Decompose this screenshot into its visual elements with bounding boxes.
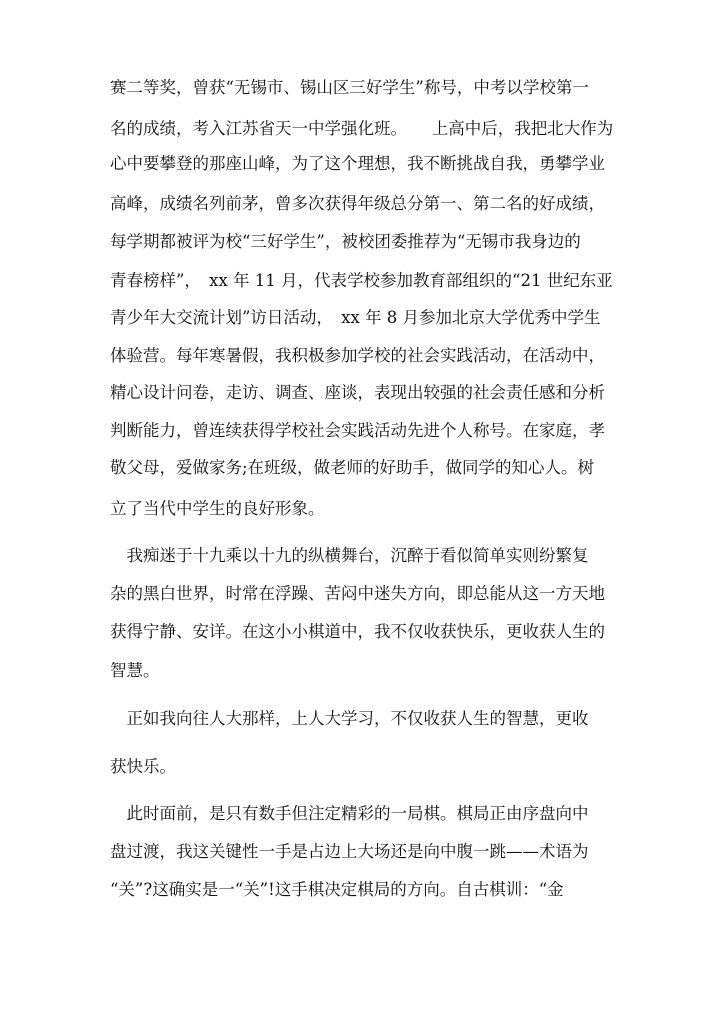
text-line: 青春榜样”， xx 年 11 月，代表学校参加教育部组织的“21 世纪东亚 [110,271,613,290]
text-line: 我痴迷于十九乘以十九的纵横舞台，沉醉于看似简单实则纷繁复 [110,546,589,565]
text-line: 每学期都被评为校“三好学生”，被校团委推荐为“无锡市我身边的 [110,232,581,251]
text-line: 立了当代中学生的良好形象。 [110,499,325,518]
text-line: 精心设计问卷，走访、调查、座谈，表现出较强的社会责任感和分析 [110,383,605,402]
text-line: 体验营。每年寒暑假，我积极参加学校的社会实践活动，在活动中， [110,346,605,365]
text-line: 获得宁静、安详。在这小小棋道中，我不仅收获快乐，更收获人生的 [110,622,605,641]
text-line: 敬父母，爱做家务;在班级，做老师的好助手，做同学的知心人。树 [110,458,595,477]
text-line: 名的成绩，考入江苏省天一中学强化班。 上高中后，我把北大作为 [110,119,614,138]
text-line: 青少年大交流计划”访日活动， xx 年 8 月参加北京大学优秀中学生 [110,308,601,327]
text-line: 杂的黑白世界，时常在浮躁、苦闷中迷失方向，即总能从这一方天地 [110,584,605,603]
text-line: 高峰，成绩名列前茅，曾多次获得年级总分第一、第二名的好成绩， [110,194,605,213]
text-line: 盘过渡，我这关键性一手是占边上大场还是向中腹一跳——术语为 [110,842,589,861]
text-line: 获快乐。 [110,757,176,776]
text-line: 智慧。 [110,661,160,680]
text-line: 判断能力，曾连续获得学校社会实践活动先进个人称号。在家庭，孝 [110,421,605,440]
text-line: “关”?这确实是一“关”!这手棋决定棋局的方向。自古棋训：“金 [110,880,564,899]
text-line: 心中要攀登的那座山峰，为了这个理想，我不断挑战自我，勇攀学业 [110,154,605,173]
text-line: 正如我向往人大那样，上人大学习，不仅收获人生的智慧，更收 [110,709,589,728]
text-line: 此时面前，是只有数手但注定精彩的一局棋。棋局正由序盘向中 [110,804,589,823]
text-line: 赛二等奖，曾获“无锡市、锡山区三好学生”称号，中考以学校第一 [110,78,589,97]
